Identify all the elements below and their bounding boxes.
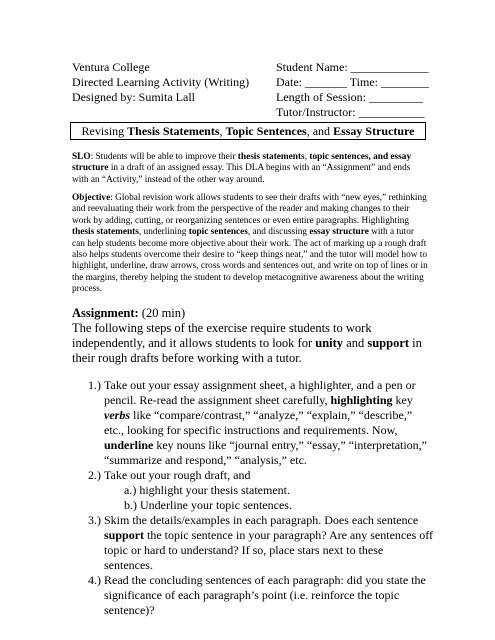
header-left xyxy=(72,60,249,105)
slo-label: SLO xyxy=(72,152,91,162)
step-4: 4.) Read the concluding sentences of each paragraph: did you state the significance of each paragraph’s point (i.e. reinforce the topic sentence)? xyxy=(88,573,426,617)
step-2a: a.) highlight your thesis statement. xyxy=(124,483,290,497)
activity-name: Directed Learning Activity (Writing) xyxy=(72,75,250,89)
step-1: 1.) Take out your essay assignment sheet, a highlighter, and a pen or pencil. Re-read the assignment sheet carefully, highlighting key verbs like “compare/contrast,” “analyze,” “explain,” “describe,” etc., looking for specific instructions and requirements. Now, underline key nouns like “journal entry,” “essay,” “interpretation,” “summarize and respond,” “analysis,” etc. xyxy=(88,378,428,467)
objective-paragraph: Objective: Global revision work allows students to see their drafts with “new eyes,” rethinking and reevaluating their work from the perspective of the reader and making changes to their work by adding, cutting, or reorganizing sentences or even entire paragraphs. Highlighting thesis statements, underlining topic sentences, and discussing essay structure with a tutor can help students become more objective about their work. The act of marking up a rough draft also helps students overcome their desire to “keep things neat,” and the tutor will model how to highlight, underline, draw arrows, cross words and sentences out, and write on top of lines or in the margins, thereby helping the student to develop metacognitive awareness about the writing process. xyxy=(72,193,428,295)
header-right xyxy=(276,60,429,120)
steps-list xyxy=(88,378,433,618)
document-title: Revising Thesis Statements, Topic Sentences, and Essay Structure xyxy=(70,122,426,140)
objective-label: Objective xyxy=(72,193,111,203)
slo-paragraph: SLO: Students will be able to improve their thesis statements, topic sentences, and essay structure in a draft of an assigned essay. This DLA begins with an “Assignment” and ends with an “Activity,” instead of the other way around. xyxy=(72,152,412,185)
step-2: 2.) Take out your rough draft, and a.) highlight your thesis statement. b.) Underline your topic sentences. xyxy=(88,468,433,513)
assignment-section xyxy=(72,306,432,366)
designer-line: Designed by: Sumita Lall xyxy=(72,90,195,104)
student-name-line: Student Name: _____________ xyxy=(276,60,429,74)
assignment-intro: The following steps of the exercise require students to work independently, and it allows students to look for unity and support in their rough drafts before working with a tutor. xyxy=(72,321,422,365)
college-name: Ventura College xyxy=(72,60,150,74)
tutor-line: Tutor/Instructor: ___________ xyxy=(276,105,425,119)
assignment-heading: Assignment: (20 min) xyxy=(72,306,186,320)
step-2b: b.) Underline your topic sentences. xyxy=(124,498,292,512)
date-time-line: Date: _______ Time: ________ xyxy=(276,75,430,89)
session-length-line: Length of Session: _________ xyxy=(276,90,423,104)
step-3: 3.) Skim the details/examples in each paragraph. Does each sentence support the topic sentence in your paragraph? Are any sentences off topic or hard to understand? If so, place stars next to these sentences. xyxy=(88,513,434,572)
